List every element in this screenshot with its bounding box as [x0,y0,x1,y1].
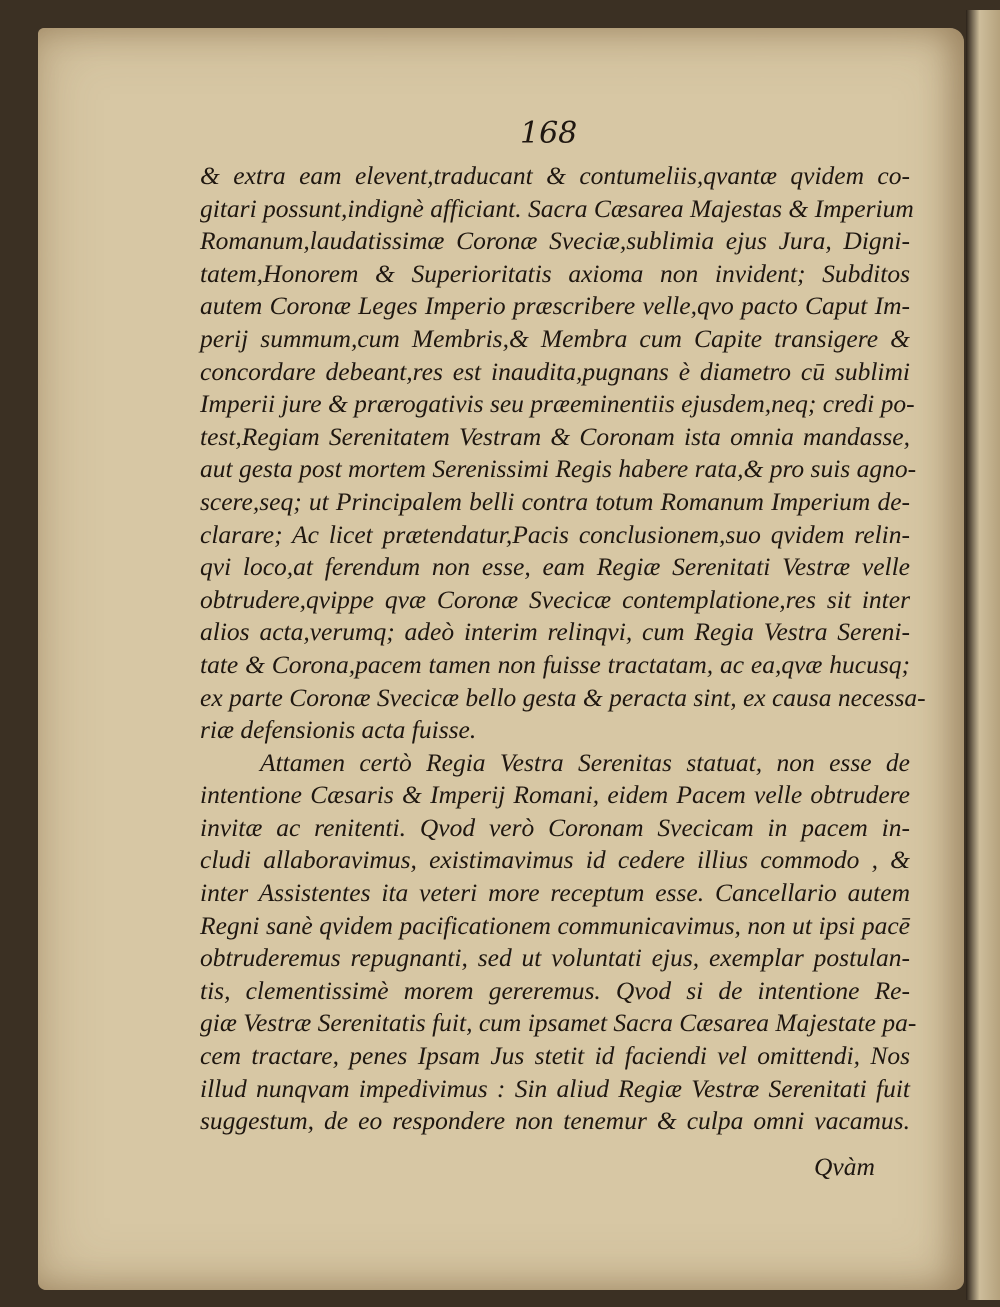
text-line: giæ Vestræ Serenitatis fuit, cum ipsamet Sacra Cæsarea Majestate pa- [200,1008,917,1038]
text-line: obtruderemus repugnanti, sed ut voluntati ejus, exemplar postulan- [200,943,910,973]
text-line: Romanum,laudatissimæ Coronæ Sveciæ,sublimia ejus Jura, Digni- [200,226,910,256]
text-line: qvi loco,at ferendum non esse, eam Regiæ Serenitati Vestræ velle [200,552,910,582]
text-line: alios acta,verumq; adeò interim relinqvi, cum Regia Vestra Sereni- [200,617,910,647]
adjacent-page-edge [966,10,1000,1300]
text-line: ex parte Coronæ Svecicæ bello gesta & peracta sint, ex causa necessa- [200,682,926,712]
text-line: perij summum,cum Membris,& Membra cum Capite transigere & [200,323,910,353]
text-line: inter Assistentes ita veteri more receptum esse. Cancellario autem [200,878,910,908]
catchword: Qvàm [814,1152,875,1181]
text-line: scere,seq; ut Principalem belli contra totum Romanum Imperium de- [200,486,910,516]
text-line: Attamen certò Regia Vestra Serenitas statuat, non esse de [260,747,910,777]
text-line: autem Coronæ Leges Imperio præscribere velle,qvo pacto Caput Im- [200,291,910,321]
page-text [200,160,926,1138]
paragraph-1 [200,160,926,747]
text-line: gitari possunt,indignè afficiant. Sacra Cæsarea Majestas & Imperium [200,193,914,223]
text-line: illud nunqvam impedivimus : Sin aliud Regiæ Vestræ Serenitati fuit [200,1073,910,1103]
text-line: Regni sanè qvidem pacificationem communicavimus, non ut ipsi pacē [200,910,910,940]
text-line: concordare debeant,res est inaudita,pugnans è diametro cū sublimi [200,356,910,386]
text-line: tatem,Honorem & Superioritatis axioma non invident; Subditos [200,258,910,288]
text-line: Imperii jure & prærogativis seu præeminentiis ejusdem,neq; credi po- [200,389,915,419]
paragraph-2 [200,747,917,1138]
text-line: intentione Cæsaris & Imperij Romani, eidem Pacem velle obtrudere [200,780,910,810]
text-line: invitæ ac renitenti. Qvod verò Coronam Svecicam in pacem in- [200,812,910,842]
text-line: cem tractare, penes Ipsam Jus stetit id faciendi vel omittendi, Nos [200,1041,910,1071]
page-number: 168 [520,116,578,151]
text-line: cludi allaboravimus, existimavimus id cedere illius commodo , & [200,845,910,875]
text-line: & extra eam elevent,traducant & contumeliis,qvantæ qvidem co- [200,161,910,190]
text-line: tate & Corona,pacem tamen non fuisse tractatam, ac ea,qvæ hucusq; [200,649,910,679]
text-line: clarare; Ac licet prætendatur,Pacis conclusionem,suo qvidem relin- [200,519,910,549]
text-line: suggestum, de eo respondere non tenemur & culpa omni vacamus. [200,1106,910,1136]
text-line: aut gesta post mortem Serenissimi Regis habere rata,& pro suis agno- [200,454,917,484]
text-line: test,Regiam Serenitatem Vestram & Coronam ista omnia mandasse, [200,421,910,451]
text-line: obtrudere,qvippe qvæ Coronæ Svecicæ contemplatione,res sit inter [200,584,910,614]
text-line: riæ defensionis acta fuisse. [200,715,477,745]
text-line: tis, clementissimè morem gereremus. Qvod si de intentione Re- [200,975,910,1005]
